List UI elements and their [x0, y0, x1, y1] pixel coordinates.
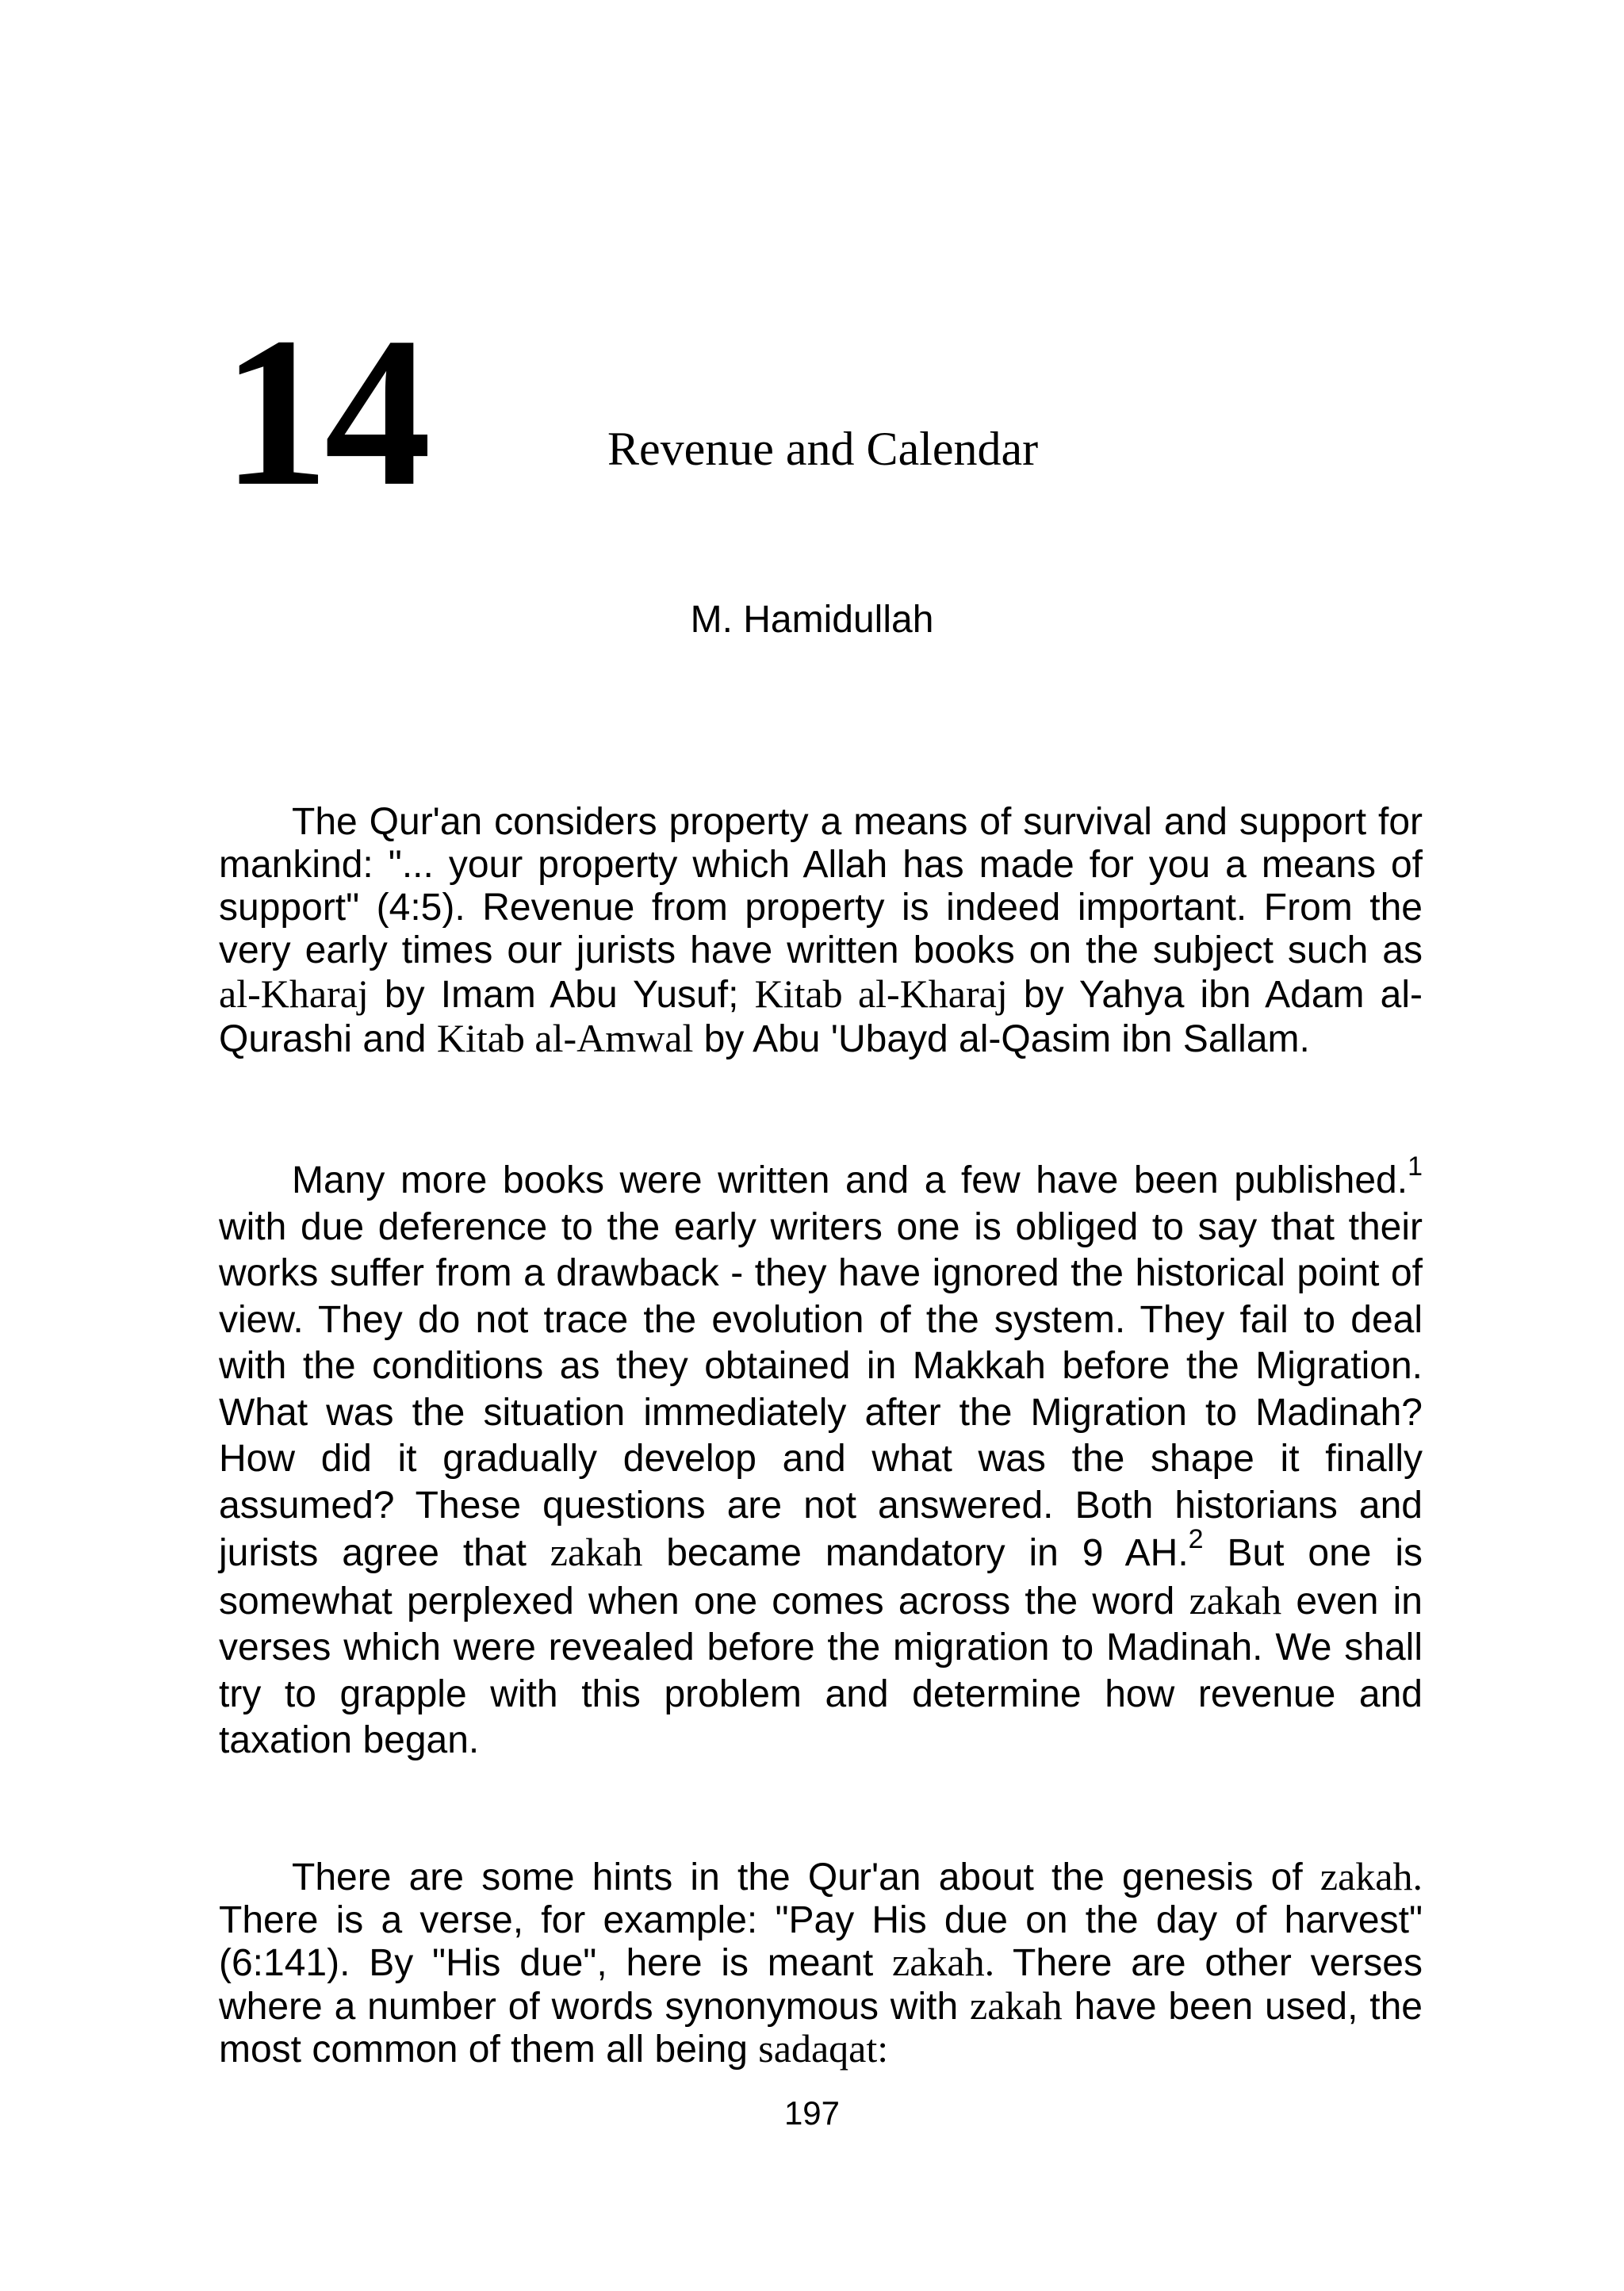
footnote-marker: 2	[1188, 1524, 1204, 1554]
book-title-term: al-Kharaj	[219, 971, 369, 1016]
paragraph-1	[219, 801, 1423, 1061]
arabic-term: zakah.	[1320, 1854, 1423, 1898]
arabic-term: sadaqat:	[758, 2026, 889, 2071]
paragraph-text: Many more books were written and a few have been published.	[292, 1159, 1408, 1201]
paragraph-text: The Qur'an considers property a means of survival and support for mankind: "... your property which Allah has made for you a means of support" (4:5). Revenue from property is indeed important. From the very early times our jurists have written books on the subject such as	[219, 801, 1423, 971]
arabic-term: zakah	[550, 1530, 643, 1574]
chapter-number: 14	[222, 293, 427, 531]
paragraph-text: There are other verses where a number of words synonymous with	[219, 1942, 1423, 2028]
paragraph-text: by Abu 'Ubayd al-Qasim ibn Sallam.	[693, 1018, 1310, 1060]
paragraph-text: have been used, the most common of them all being	[219, 1985, 1423, 2071]
paragraph-2	[219, 1151, 1423, 1764]
paragraph-text: even in verses which were revealed before the migration to Madinah. We shall try to grapple with this problem and determine how revenue and taxation began.	[219, 1580, 1423, 1761]
chapter-title: Revenue and Calendar	[607, 423, 1039, 475]
book-title-term: Kitab al-Kharaj	[754, 971, 1008, 1016]
paragraph-text: with due deference to the early writers one is obliged to say that their works suffer from a drawback - they have ignored the historical point of view. They do not trace the evolution of the system. They fail to deal with the conditions as they obtained in Makkah before the Migration. What was the situation immediately after the Migration to Madinah? How did it gradually develop and what was the shape it finally assumed? These questions are not answered. Both historians and jurists agree that	[219, 1205, 1423, 1574]
paragraph-text: by Imam Abu Yusuf;	[368, 974, 755, 1016]
page-number: 197	[783, 2094, 841, 2132]
chapter-author: M. Hamidullah	[690, 599, 934, 641]
paragraph-3	[219, 1856, 1423, 2071]
book-title-term: Kitab al-Amwal	[436, 1016, 694, 1060]
arabic-term: zakah.	[892, 1940, 995, 1984]
arabic-term: zakah	[1189, 1577, 1282, 1622]
paragraph-text: But one is somewhat perplexed when one comes across the word	[219, 1532, 1423, 1622]
footnote-marker: 1	[1408, 1151, 1423, 1182]
paragraph-text: There is a verse, for example: "Pay His due on the day of harvest" (6:141). By "His due", here is meant	[219, 1898, 1423, 1984]
paragraph-text: by Yahya ibn Adam al-Qurashi and	[219, 974, 1423, 1060]
paragraph-text: There are some hints in the Qur'an about the genesis of	[292, 1856, 1320, 1898]
paragraph-text: became mandatory in 9 AH.	[642, 1532, 1189, 1574]
arabic-term: zakah	[970, 1983, 1063, 2028]
